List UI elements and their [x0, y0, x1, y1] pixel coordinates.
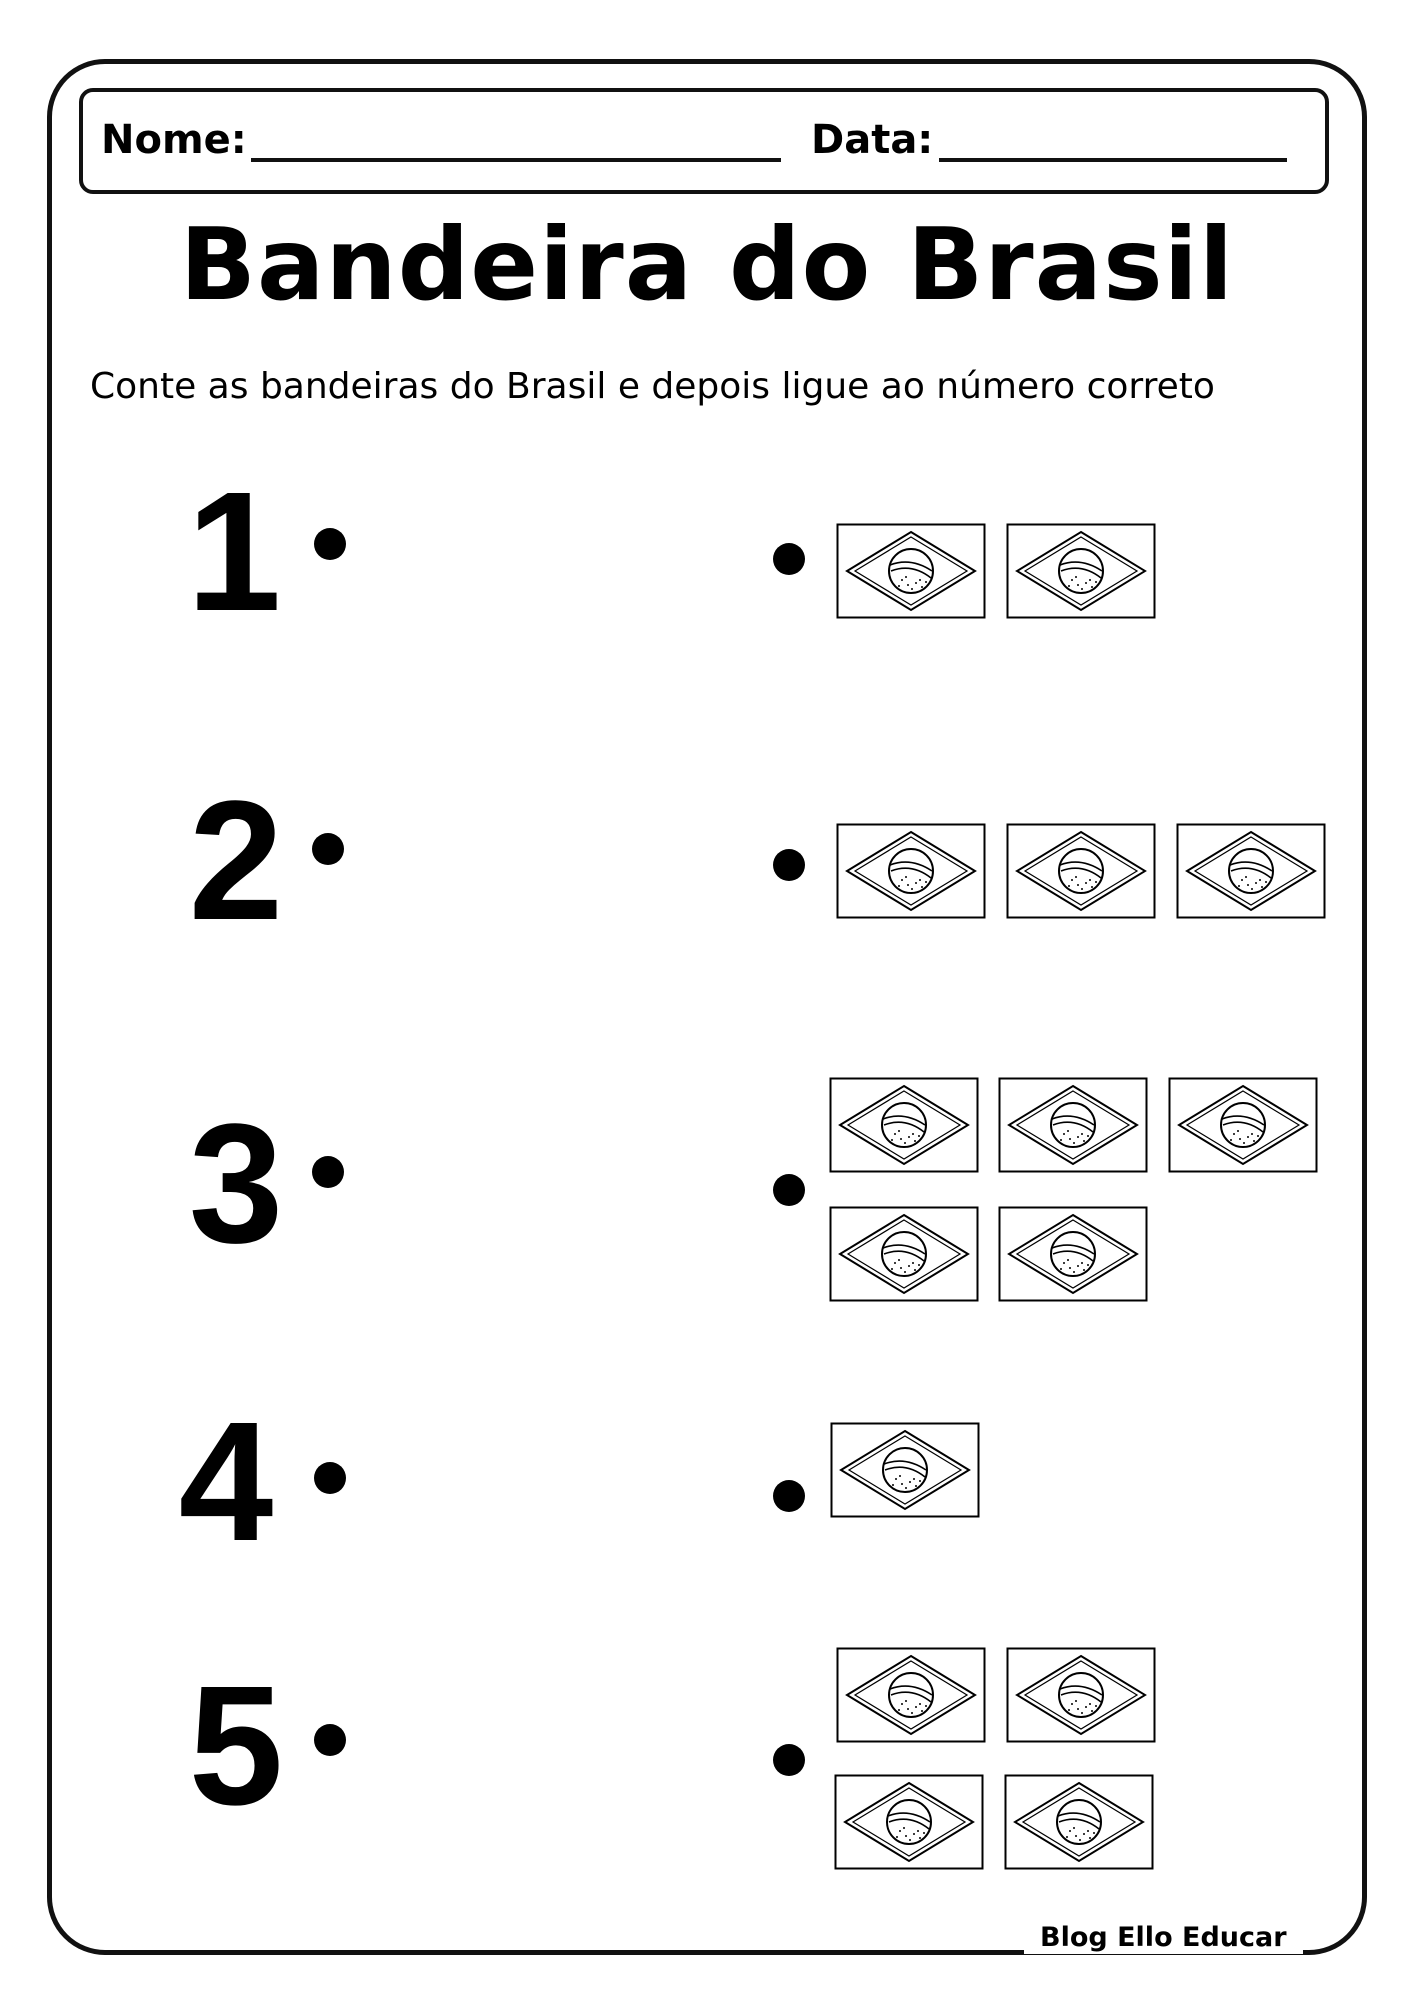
brazil-flag-icon [830, 1422, 980, 1518]
brazil-flag-icon [836, 523, 986, 619]
number-dot-3[interactable] [312, 1156, 344, 1188]
number-3: 3 [188, 1089, 284, 1279]
brazil-flag-icon [1006, 523, 1156, 619]
flag-group-dot-3[interactable] [773, 1174, 805, 1206]
brazil-flag-icon [834, 1774, 984, 1870]
brazil-flag-icon [836, 1647, 986, 1743]
instructions: Conte as bandeiras do Brasil e depois ligue ao número correto [90, 366, 1215, 407]
flag-group-dot-2[interactable] [773, 849, 805, 881]
flag-group-dot-5[interactable] [773, 1744, 805, 1776]
brazil-flag-icon [1006, 823, 1156, 919]
number-dot-1[interactable] [314, 528, 346, 560]
number-1: 1 [186, 457, 282, 647]
number-dot-2[interactable] [312, 833, 344, 865]
date-field[interactable] [939, 158, 1287, 162]
number-2: 2 [188, 766, 284, 956]
brazil-flag-icon [1004, 1774, 1154, 1870]
number-dot-4[interactable] [314, 1462, 346, 1494]
number-dot-5[interactable] [314, 1724, 346, 1756]
brazil-flag-icon [829, 1206, 979, 1302]
footer-credit: Blog Ello Educar [1024, 1922, 1303, 1954]
brazil-flag-icon [1006, 1647, 1156, 1743]
brazil-flag-icon [998, 1077, 1148, 1173]
brazil-flag-icon [1168, 1077, 1318, 1173]
flag-group-dot-1[interactable] [773, 543, 805, 575]
name-label: Nome: [101, 117, 247, 163]
brazil-flag-icon [829, 1077, 979, 1173]
number-5: 5 [188, 1651, 284, 1841]
brazil-flag-icon [998, 1206, 1148, 1302]
page-title: Bandeira do Brasil [179, 206, 1235, 323]
brazil-flag-icon [836, 823, 986, 919]
number-4: 4 [178, 1387, 274, 1577]
flag-group-dot-4[interactable] [773, 1480, 805, 1512]
name-field[interactable] [251, 158, 781, 162]
brazil-flag-icon [1176, 823, 1326, 919]
header-box [79, 88, 1329, 194]
date-label: Data: [811, 117, 934, 163]
